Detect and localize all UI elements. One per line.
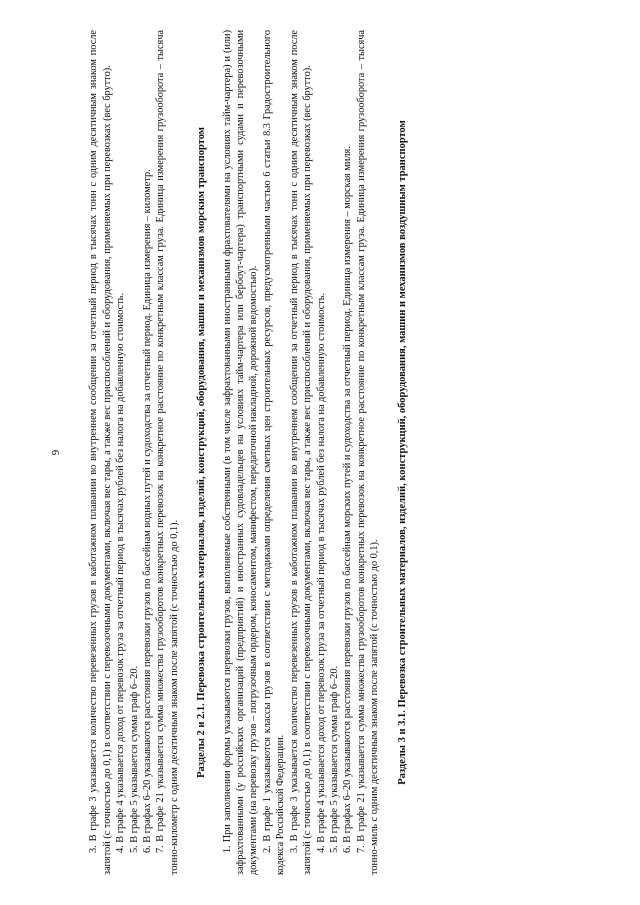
paragraph: 7. В графе 21 указывается сумма множества грузооборотов конкретных перевозок на конкретное расстояние по конкретным классам груза. Единица измерения грузооборота – тысяча тонно-миль с одним десятичным знаком после запятой (с точностью до 0,1). <box>355 30 381 875</box>
paragraph: 5. В графе 5 указывается сумма граф 6–20. <box>128 665 140 853</box>
paragraph: 6. В графах 6–20 указываются расстояния перевозки грузов по бассейнам морских путей и судоходства за отчетный период. Единица измерения – морская миля. <box>342 146 354 853</box>
paragraph: 4. В графе 4 указывается доход от перевозок груза за отчетный период в тысячах рублей без налога на добавленную стоимость. <box>315 292 327 853</box>
section-heading-3: Разделы 3 и 3.1. Перевозка строительных материалов, изделий, конструкций, оборудования, машин и механизмов воздушным транспортом <box>396 120 408 785</box>
section-1-instructions <box>87 30 181 875</box>
section-2-instructions <box>221 30 382 875</box>
paragraph: 6. В графах 6–20 указываются расстояния перевозки грузов по бассейнам водных путей и судоходства за отчетный период. Единица измерения – километр. <box>142 169 154 853</box>
paragraph: 7. В графе 21 указывается сумма множества грузооборотов конкретных перевозок на конкретное расстояние по конкретным классам груза. Единица измерения грузооборота – тысяча тонно-километр с одним десятичным знаком после запятой (с точностью до 0,1). <box>155 30 180 875</box>
rotated-content <box>50 30 610 875</box>
page-number: 9 <box>50 449 62 456</box>
paragraph: 2. В графе 1 указываются классы грузов в соответствии с методиками определения сметных цен строительных ресурсов, предусмотренными частью 6 статьи 8.3 Градостроительного кодекса Российской Федерации. <box>261 30 287 875</box>
paragraph: 4. В графе 4 указывается доход от перевозок груза за отчетный период в тысячах рублей без налога на добавленную стоимость. <box>115 292 127 853</box>
paragraph: 3. В графе 3 указывается количество перевезенных грузов в каботажном плавании во внутреннем сообщении за отчетный период в тысячах тонн с одним десятичным знаком после запятой (с точностью до 0,1) в соответствии с перевозочными документами, включая вес тары, а также вес приспособлений и оборудования, применяемых при перевозках (вес брутто). <box>88 30 113 875</box>
paragraph: 1. При заполнении формы указываются перевозки грузов, выполняемые собственными (в том числе зафрахтованными иностранными фрахтователями на условиях тайм-чартера) и (или) зафрахтованными (у российских организаций (предприятий) и иностранных судовладельцев на условиях тайм-чартера или бербоут-чартера) транспортными судами и перевозочными документами (на перевозку грузов – погрузочным ордером, коносаментом, манифестом, передаточной накладной, дорожной ведомостью). <box>221 30 260 875</box>
paragraph: 5. В графе 5 указывается сумма граф 6–20. <box>328 665 340 853</box>
paragraph: 3. В графе 3 указывается количество перевезенных грузов в каботажном плавании во внутреннем сообщении за отчетный период в тысячах тонн с одним десятичным знаком после запятой (с точностью до 0,1) в соответствии с перевозочными документами, включая вес тары, а также вес приспособлений и оборудования, применяемых при перевозках (вес брутто). <box>288 30 314 875</box>
section-heading-2: Разделы 2 и 2.1. Перевозка строительных материалов, изделий, конструкций, оборудования, машин и механизмов морским транспортом <box>196 127 208 778</box>
